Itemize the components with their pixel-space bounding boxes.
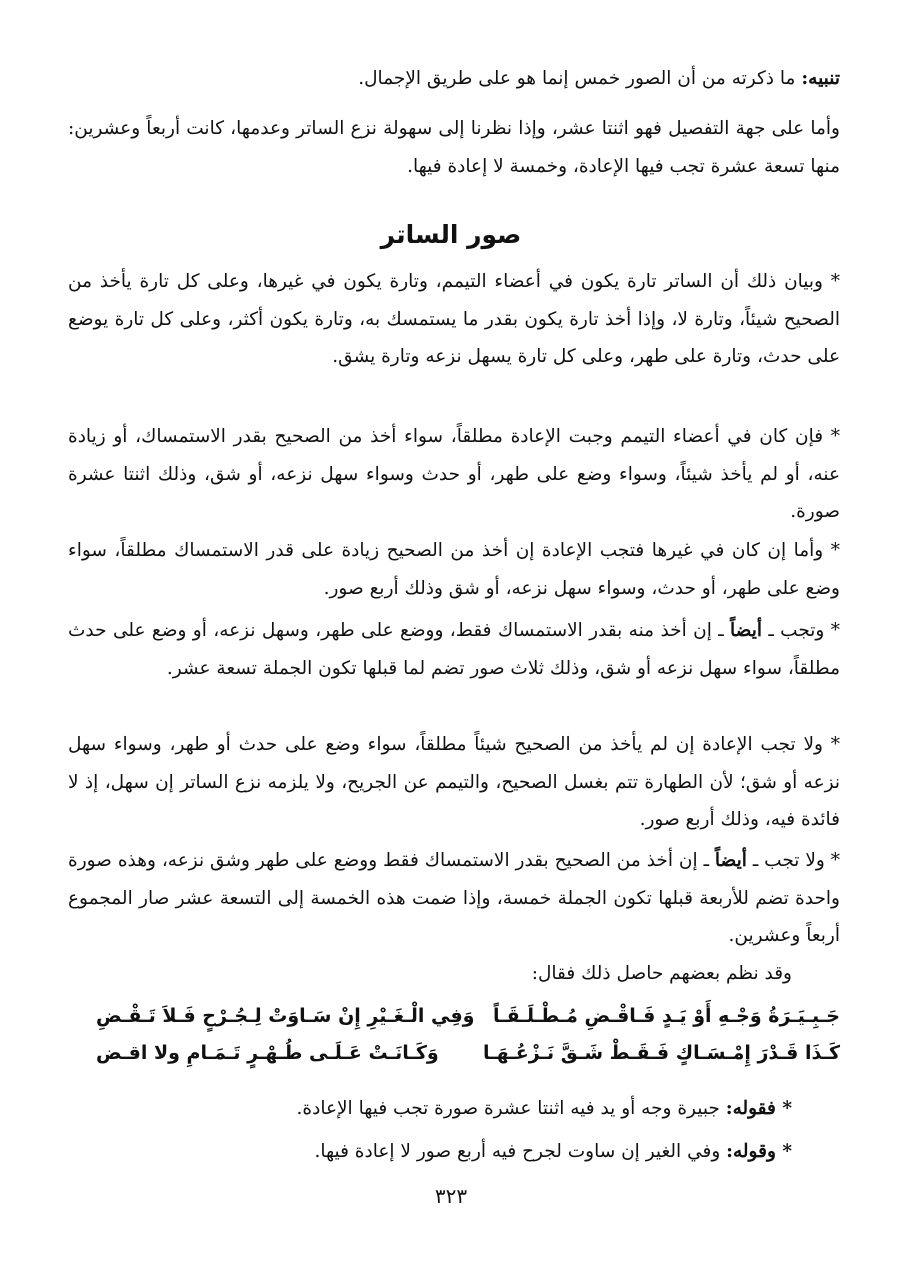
explanation-1 (92, 1090, 792, 1128)
poem-line-1-right: جَـبِـيَـرَةُ وَجْـهِ أَوْ يَـدٍ فَـاقْـضِ مُـطْـلَـقَـاً (493, 1005, 840, 1027)
paragraph-also-required (68, 612, 840, 687)
paragraph-other-limbs: * وأما إن كان في غيرها فتجب الإعادة إن أخذ من الصحيح زيادة على قدر الاستمساك مطلقاً، سواء وضع على طهر، أو حدث، وسواء سهل نزعه، أو شق وذلك أربع صور. (68, 540, 840, 599)
explanation-2 (92, 1133, 792, 1171)
paragraph-also-not-required (68, 842, 840, 955)
intro-paragraph: وأما على جهة التفصيل فهو اثنتا عشر، وإذا نظرنا إلى سهولة نزع الساتر وعدمها، كانت أربعاً وعشرين: منها تسعة عشرة تجب فيها الإعادة، وخمسة لا إعادة فيها. (68, 118, 840, 177)
also1-after: ـ إن أخذ منه بقدر الاستمساك فقط، ووضع على طهر، وسهل نزعه، أو وضع على حدث مطلقاً، سواء سهل نزعه أو شق، وذلك ثلاث صور تضم لما قبلها تكون الجملة تسعة عشر. (68, 620, 840, 679)
paragraph-tayammum-limbs: * فإن كان في أعضاء التيمم وجبت الإعادة مطلقاً، سواء أخذ من الصحيح بقدر الاستمساك، أو زيادة عنه، أو لم يأخذ شيئاً، وسواء وضع على طهر، أو حدث وسواء سهل نزعه، أو شق، وذلك اثنتا عشرة صورة. (68, 426, 840, 522)
section-title: صور الساتر (380, 220, 522, 249)
paragraph-breakdown: * وبيان ذلك أن الساتر تارة يكون في أعضاء التيمم، وتارة يكون في غيرها، وعلى كل تارة يأخذ من الصحيح شيئاً، وتارة لا، وإذا أخذ تارة يكون بقدر ما يستمسك به، وتارة يكون أكثر، وعلى كل تارة يوضع على حدث، وتارة على طهر، وعلى كل تارة يسهل نزعه وتارة يشق. (68, 271, 840, 367)
notice-text: ما ذكرته من أن الصور خمس إنما هو على طريق الإجمال. (358, 68, 802, 89)
explanation-1-text: جبيرة وجه أو يد فيه اثنتا عشرة صورة تجب فيها الإعادة. (296, 1098, 726, 1119)
poem-line-2-right: كَـذَا قَـدْرَ إِمْـسَـاكٍ فَـقَـطْ شَـقَّ نَـزْعُـهَـا (483, 1042, 840, 1064)
also2-bold: أيضاً (714, 850, 747, 871)
also1-before: * وتجب ـ (762, 620, 840, 641)
paragraph-not-required: * ولا تجب الإعادة إن لم يأخذ من الصحيح شيئاً مطلقاً، سواء وضع على حدث أو طهر، وسواء سهل نزعه أو شق؛ لأن الطهارة تتم بغسل الصحيح، والتيمم عن الجريح، ولا يلزمه نزع الساتر إن سهل، إذ لا فائدة فيه، وذلك أربع صور. (68, 734, 840, 830)
poem-line-1-left: وَفِي الْـغَـيْرِ إِنْ سَـاوَتْ لِـجُـرْحٍ فَـلاَ تَـقْـضِ (96, 1005, 475, 1027)
notice-paragraph (68, 60, 840, 98)
page-number: ٣٢٣ (434, 1184, 468, 1208)
explanation-1-lead: * فقوله: (725, 1098, 792, 1119)
poem-line-2-left: وَكَـانَـتْ عَـلَـى طُـهْـرٍ تَـمَـامِ ولا اقـض (96, 1042, 439, 1064)
explanation-2-text: وفي الغير إن ساوت لجرح فيه أربع صور لا إعادة فيها. (314, 1141, 727, 1162)
poem-intro: وقد نظم بعضهم حاصل ذلك فقال: (531, 963, 792, 984)
also1-bold: أيضاً (730, 620, 762, 641)
notice-lead: تنبيه: (801, 68, 840, 89)
explanation-2-lead: * وقوله: (726, 1141, 792, 1162)
also2-before: * ولا تجب ـ (746, 850, 840, 871)
also2-after: ـ إن أخذ من الصحيح بقدر الاستمساك فقط ووضع على طهر وشق نزعه، وهذه صورة واحدة تضم للأربعة قبلها تكون الجملة خمسة، وإذا ضمت هذه الخمسة إلى التسعة عشر صار المجموع أربعاً وعشرين. (68, 850, 840, 946)
